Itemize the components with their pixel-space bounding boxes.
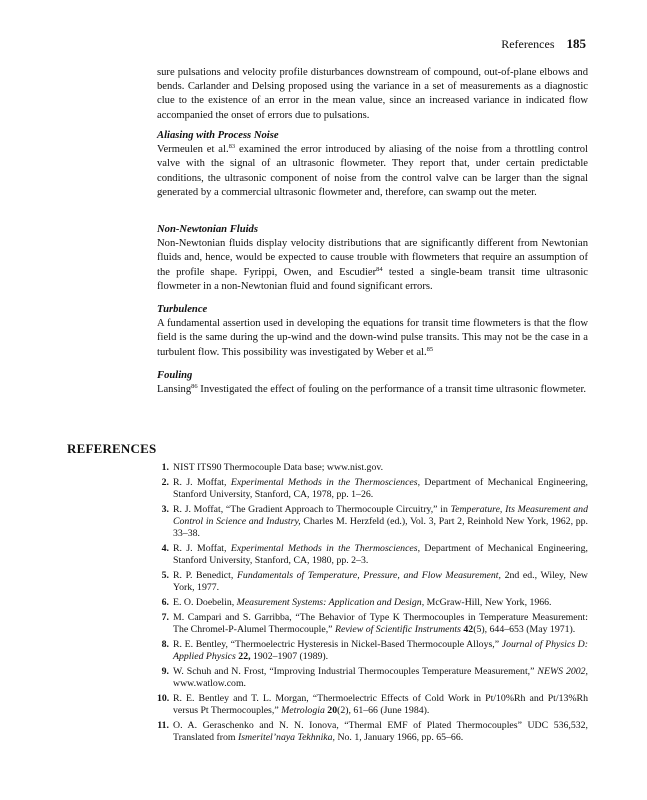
section-heading: Fouling: [157, 370, 193, 381]
reference-title: Ismeritel’naya Tekhnika,: [237, 732, 335, 743]
section-non-newtonian: [157, 223, 588, 294]
reference-text: Department of Mechanical Engineering, Stanford University, Stanford, CA, 1980, pp. 2–3.: [173, 543, 588, 567]
reference-item: [157, 462, 588, 474]
reference-item: [157, 639, 588, 664]
reference-title: Journal of Physics D: Applied Physics: [173, 638, 588, 662]
reference-text: R. E. Bentley, “Thermoelectric Hysteresis in Nickel-Based Thermocouple Alloys,”: [173, 638, 502, 650]
paragraph-text: Lansing: [157, 384, 192, 396]
paragraph-text: A fundamental assertion used in developing the equations for transit time flowmeters is that the flow field is the same during the up-wind and the down-wind pulse transits. This may not be the case in a turbulent flow. This possibility was investigated by Weber et al.: [157, 318, 588, 358]
running-header: [501, 37, 586, 51]
section-paragraph: [157, 143, 588, 200]
reference-text: R. J. Moffat,: [173, 476, 231, 488]
reference-text: (5), 644–653 (May 1971).: [473, 624, 576, 635]
section-heading: Non-Newtonian Fluids: [157, 224, 258, 235]
reference-text: W. Schuh and N. Frost, “Improving Industrial Thermocouples Temperature Measurement,”: [173, 665, 538, 677]
page-number: 185: [566, 36, 586, 51]
reference-text: 1902–1907 (1989).: [250, 651, 329, 662]
reference-number: 11.: [157, 719, 169, 731]
reference-text: R. J. Moffat, “The Gradient Approach to Thermocouple Circuitry,” in: [173, 503, 451, 515]
section-aliasing: [157, 129, 588, 200]
paragraph-text: Vermeulen et al.: [157, 144, 229, 156]
reference-title: Experimental Methods in the Thermosciences,: [230, 476, 421, 488]
reference-item: [157, 693, 588, 718]
reference-title: Experimental Methods in the Thermosciences,: [230, 543, 421, 554]
reference-text: M. Campari and S. Garribba, “The Behavior of Type K Thermocouples in Temperature Measurement: The Chromel-P-Alumel Thermocouple,”: [173, 611, 588, 635]
references-heading: REFERENCES: [67, 441, 157, 456]
section-heading: Turbulence: [157, 304, 208, 315]
reference-number: 8.: [161, 638, 169, 650]
reference-text: O. A. Geraschenko and N. N. Ionova, “Thermal EMF of Plated Thermocouples” UDC 536,532, Translated from: [173, 719, 588, 743]
reference-text: R. J. Moffat,: [173, 543, 231, 554]
intro-paragraph: sure pulsations and velocity profile disturbances downstream of compound, out-of-plane elbows and bends. Carlander and Delsing proposed using the variance in a set of measurements as a diagnostic clue to the existence of an error in the mean value, since an increased variance in indicated flow accompanied the onset of errors due to pulsations.: [157, 67, 588, 121]
section-turbulence: [157, 303, 588, 360]
reference-number: 10.: [157, 692, 170, 704]
reference-text: Department of Mechanical Engineering, Stanford University, Stanford, CA, 1978, pp. 1–26.: [173, 476, 588, 500]
reference-text: R. E. Bentley and T. L. Morgan, “Thermoelectric Effects of Cold Work in Pt/10%Rh and Pt/13%Rh versus Pt Thermocouples,”: [173, 692, 588, 716]
section-paragraph: [157, 383, 588, 397]
reference-text: R. P. Benedict,: [173, 570, 237, 581]
reference-item: [157, 666, 588, 691]
citation-ref: 84: [376, 265, 383, 273]
reference-text: www.watlow.com.: [173, 678, 247, 689]
reference-text: No. 1, January 1966, pp. 65–66.: [335, 732, 464, 743]
reference-text: Charles M. Herzfeld (ed.), Vol. 3, Part 2, Reinhold New York, 1962, pp. 33–38.: [173, 516, 588, 540]
reference-number: 2.: [161, 476, 169, 488]
reference-item: [157, 543, 588, 568]
reference-number: 7.: [161, 611, 169, 623]
reference-number: 6.: [161, 597, 169, 608]
reference-volume: 20: [324, 705, 338, 716]
reference-volume: 42: [460, 624, 474, 635]
section-heading: Aliasing with Process Noise: [157, 130, 279, 141]
reference-item: [157, 720, 588, 745]
reference-text: McGraw-Hill, New York, 1966.: [424, 597, 552, 608]
reference-item: [157, 477, 588, 502]
paragraph-text: Non-Newtonian fluids display velocity distributions that are significantly different from Newtonian fluids and, hence, would be expected to cause trouble with flowmeters that require an assumption of the profile shape. Fyrippi, Owen, and Escudier: [157, 238, 588, 278]
reference-text: (2), 61–66 (June 1984).: [337, 705, 430, 716]
running-header-title: References: [501, 37, 555, 51]
section-fouling: [157, 369, 588, 397]
reference-item: [157, 504, 588, 541]
citation-ref: 86: [191, 383, 198, 391]
reference-title: Metrologia: [281, 705, 325, 716]
citation-ref: 83: [228, 143, 236, 151]
reference-number: 1.: [161, 462, 169, 473]
reference-number: 4.: [161, 543, 169, 554]
reference-title: Fundamentals of Temperature, Pressure, and Flow Measurement,: [236, 570, 501, 581]
reference-number: 3.: [161, 503, 169, 515]
paragraph-text: Investigated the effect of fouling on the performance of a transit time ultrasonic flowmeter.: [197, 384, 587, 396]
citation-ref: 85: [426, 345, 434, 353]
paragraph-text: tested a single-beam transit time ultrasonic flowmeter in a non-Newtonian fluid and found significant errors.: [157, 266, 588, 292]
section-paragraph: [157, 317, 588, 360]
reference-text: NIST ITS90 Thermocouple Data base; www.nist.gov.: [173, 462, 384, 473]
reference-title: Temperature, Its Measurement and Control in Science and Industry,: [173, 503, 588, 527]
reference-text: E. O. Doebelin,: [173, 597, 237, 608]
reference-item: [157, 612, 588, 637]
paragraph-text: examined the error introduced by aliasing of the noise from a throttling control valve with the signal of an ultrasonic flowmeter. They report that, under certain predictable conditions, the ultrasonic component of noise from the control valve can be larger than the signal generated by a commercial ultrasonic flowmeter and, therefore, can swamp out the meter.: [157, 144, 588, 198]
reference-title: Measurement Systems: Application and Design,: [236, 597, 425, 608]
reference-title: NEWS 2002,: [537, 665, 588, 677]
references-list: [157, 462, 588, 747]
reference-item: [157, 570, 588, 595]
reference-title: Review of Scientific Instruments: [334, 624, 461, 635]
reference-volume: 22,: [235, 651, 251, 662]
reference-number: 9.: [161, 665, 169, 677]
reference-number: 5.: [161, 570, 169, 581]
reference-text: 2nd ed., Wiley, New York, 1977.: [173, 570, 588, 594]
intro-block: [157, 66, 588, 123]
reference-item: [157, 597, 588, 609]
section-paragraph: [157, 237, 588, 294]
